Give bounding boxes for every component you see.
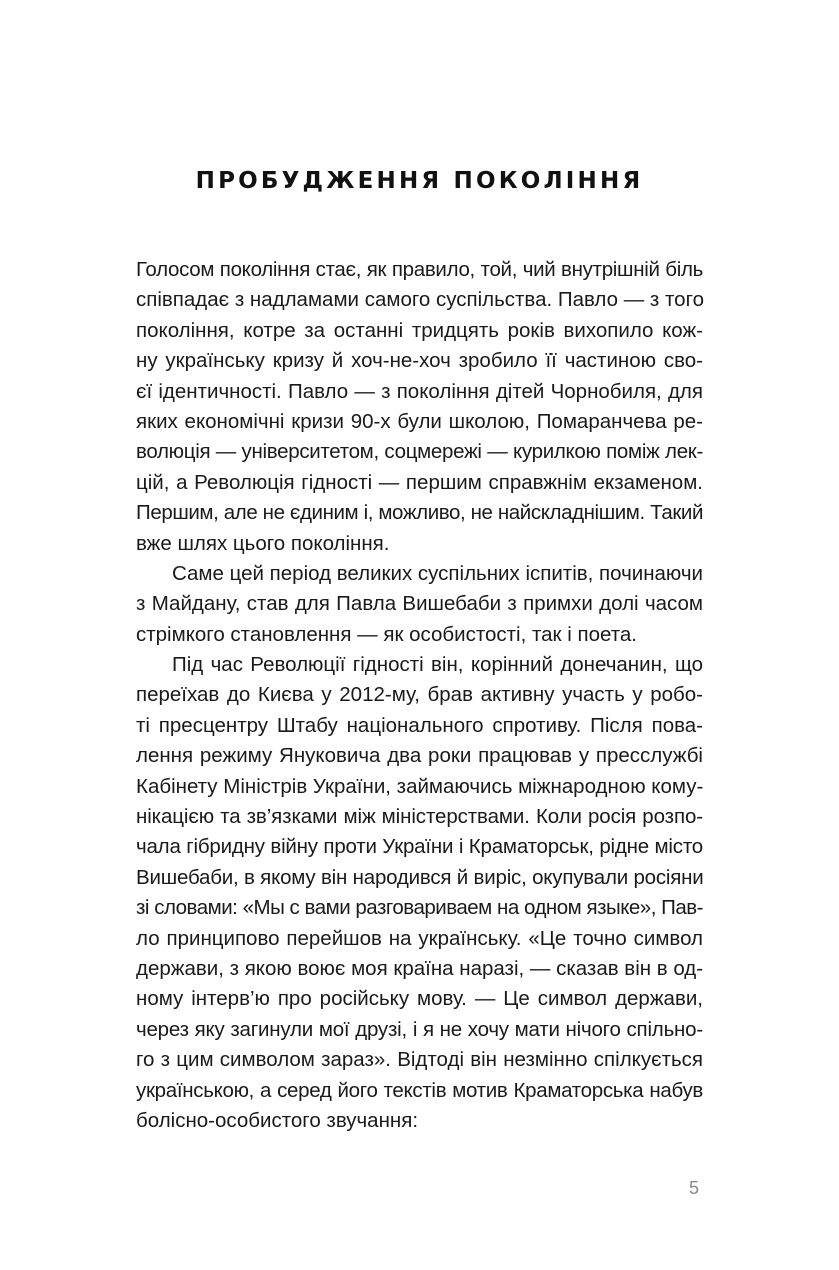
text-line: болісно-особистого звучання: [136, 1108, 419, 1132]
page-number: 5 [689, 1178, 700, 1198]
text-line: українською, а серед його текстів мотив Краматорська набув [136, 1078, 703, 1102]
text-line: цій, а Революція гідності — першим справжнім екзаменом. [136, 470, 703, 494]
text-line: ному інтерв’ю про російську мову. — Це символ держави, [136, 987, 703, 1011]
paragraph [136, 559, 703, 650]
paragraph [136, 650, 703, 1136]
text-line: го з цим символом зараз». Відтоді він незмінно спілкується [136, 1048, 703, 1072]
text-line: ті пресцентру Штабу національного спротиву. Після пова- [136, 713, 703, 737]
text-line: лення режиму Януковича два роки працював у пресслужбі [136, 744, 703, 768]
text-line: чала гібридну війну проти України і Краматорськ, рідне місто [136, 835, 703, 859]
text-line: вже шлях цього покоління. [136, 531, 390, 555]
text-line: ну українську кризу й хоч-не-хоч зробило її частиною сво- [136, 349, 703, 373]
text-line: з Майдану, став для Павла Вишебаби з примхи долі часом [136, 592, 703, 616]
text-line: переїхав до Києва у 2012-му, брав активну участь у робо- [136, 683, 703, 707]
text-line: Вишебаби, в якому він народився й виріс, окупували росіяни [136, 865, 704, 889]
text-line: Першим, але не єдиним і, можливо, не найскладнішим. Такий [136, 501, 703, 525]
text-line: Саме цей період великих суспільних іспитів, починаючи [172, 561, 703, 585]
text-line: держави, з якою воює моя країна наразі, — сказав він в од- [136, 956, 704, 980]
text-line: Під час Революції гідності він, корінний донечанин, що [172, 653, 703, 677]
text-line: через яку загинули мої друзі, і я не хочу мати нічого спільно- [136, 1017, 703, 1041]
text-line: зі словами: «Мы с вами разговариваем на одном языке», Пав- [136, 896, 703, 920]
text-line: нікацією та зв’язками між міністерствами. Коли росія розпо- [136, 805, 703, 829]
paragraph [136, 255, 703, 559]
text-line: стрімкого становлення — як особистості, так і поета. [136, 622, 637, 646]
text-line: єї ідентичності. Павло — з покоління дітей Чорнобиля, для [136, 379, 703, 403]
chapter-title: ПРОБУДЖЕННЯ ПОКОЛІННЯ [195, 168, 644, 194]
body-text [136, 255, 703, 1136]
text-line: покоління, котре за останні тридцять років вихопило кож- [136, 318, 703, 342]
text-line: Кабінету Міністрів України, займаючись міжнародною кому- [136, 774, 704, 798]
text-line: Голосом покоління стає, як правило, той, чий внутрішній біль [136, 258, 703, 281]
text-line: яких економічні кризи 90-х були школою, Помаранчева ре- [136, 409, 703, 433]
text-line: співпадає з надламами самого суспільства. Павло — з того [136, 288, 704, 312]
text-line: волюція — університетом, соцмережі — курилкою поміж лек- [136, 440, 703, 464]
text-line: ло принципово перейшов на українську. «Це точно символ [136, 926, 703, 950]
